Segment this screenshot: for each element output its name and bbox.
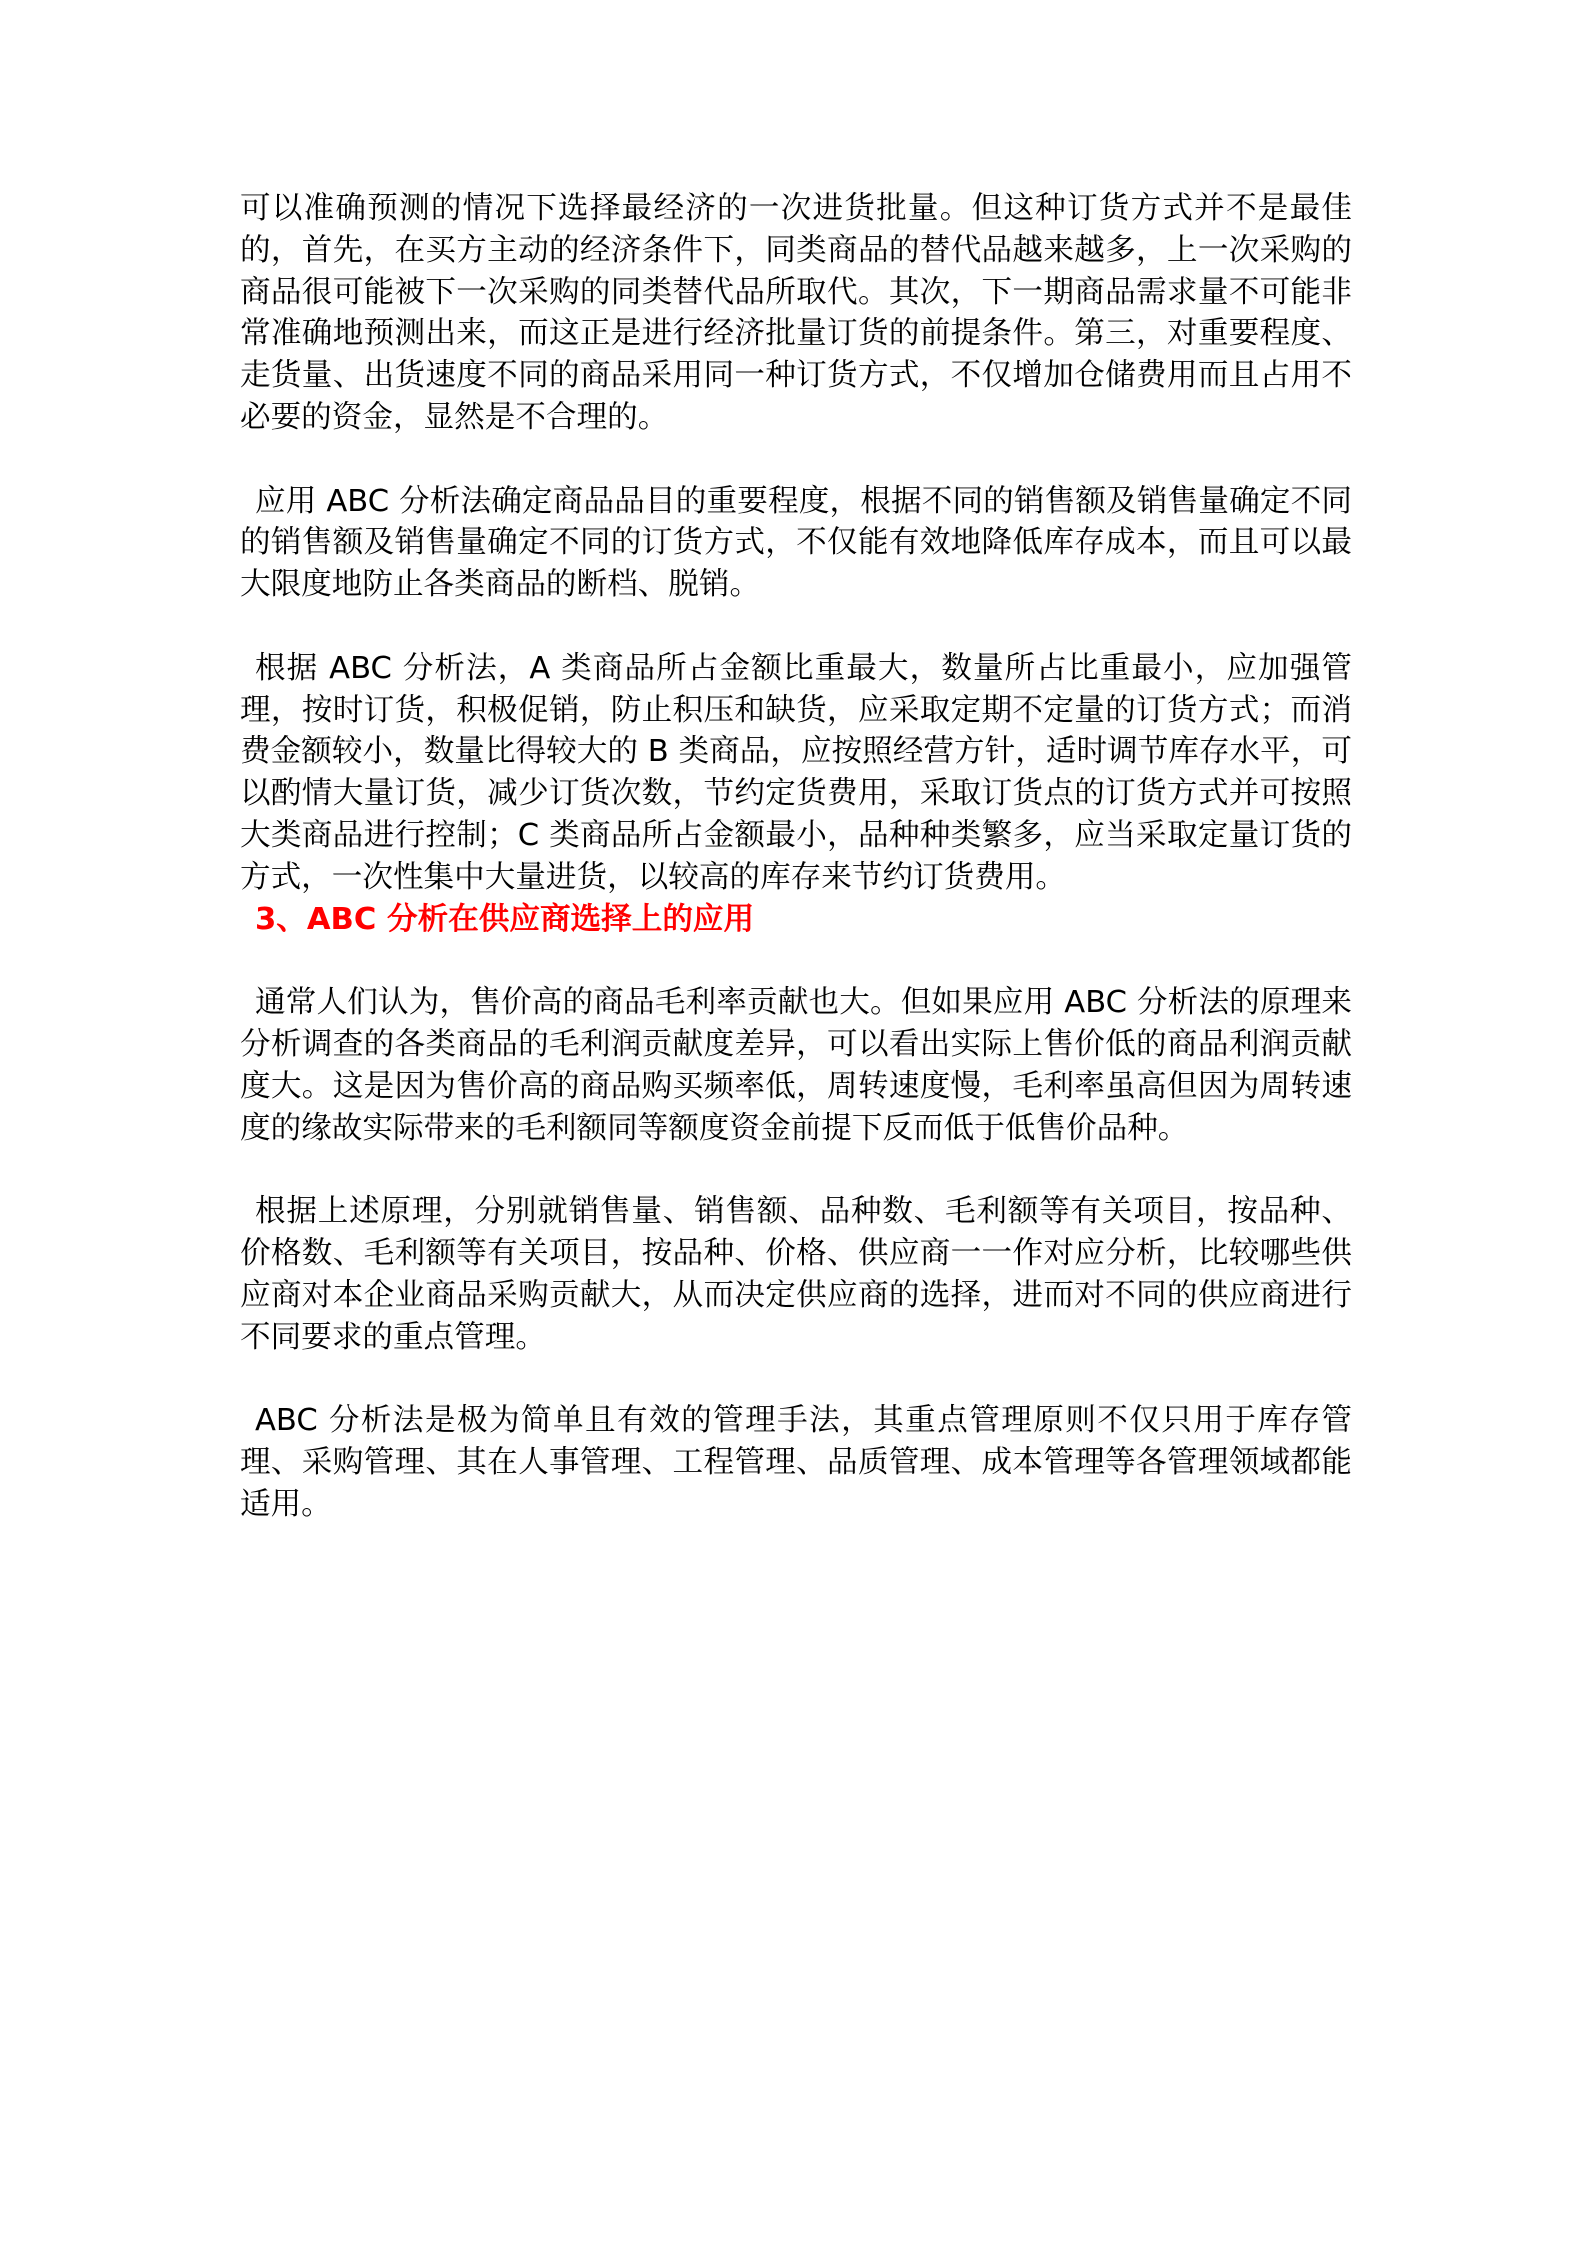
paragraph-abc-summary: ABC 分析法是极为简单且有效的管理手法，其重点管理原则不仅只用于库存管理、采购管理、其在人事管理、工程管理、品质管理、成本管理等各管理领域都能适用。 [240, 1403, 1352, 1522]
paragraph-profit-contribution: 通常人们认为，售价高的商品毛利率贡献也大。但如果应用 ABC 分析法的原理来分析调查的各类商品的毛利润贡献度差异，可以看出实际上售价低的商品利润贡献度大。这是因为售价高的商品购买频率低，周转速度慢，毛利率虽高但因为周转速度的缘故实际带来的毛利额同等额度资金前提下反而低于低售价品种。 [240, 985, 1352, 1146]
document-body [240, 188, 1352, 1526]
paragraph-abc-categories: 根据 ABC 分析法，A 类商品所占金额比重最大，数量所占比重最小，应加强管理，按时订货，积极促销，防止积压和缺货，应采取定期不定量的订货方式；而消费金额较小，数量比得较大的 B 类商品，应按照经营方针，适时调节库存水平，可以酌情大量订货，减少订货次数，节约定货费用，采取订货点的订货方式并可按照大类商品进行控制；C 类商品所占金额最小，品种种类繁多，应当采取定量订货的方式，一次性集中大量进货，以较高的库存来节约订货费用。 [240, 650, 1352, 895]
paragraph-economic-order: 可以准确预测的情况下选择最经济的一次进货批量。但这种订货方式并不是最佳的，首先，在买方主动的经济条件下，同类商品的替代品越来越多，上一次采购的商品很可能被下一次采购的同类替代品所取代。其次，下一期商品需求量不可能非常准确地预测出来，而这正是进行经济批量订货的前提条件。第三，对重要程度、走货量、出货速度不同的商品采用同一种订货方式，不仅增加仓储费用而且占用不必要的资金，显然是不合理的。 [240, 191, 1352, 435]
paragraph-supplier-analysis: 根据上述原理，分别就销售量、销售额、品种数、毛利额等有关项目，按品种、价格数、毛利额等有关项目，按品种、价格、供应商一一作对应分析，比较哪些供应商对本企业商品采购贡献大，从而决定供应商的选择，进而对不同的供应商进行不同要求的重点管理。 [240, 1194, 1352, 1355]
section-heading-supplier-selection: 3、ABC 分析在供应商选择上的应用 [255, 901, 755, 937]
paragraph-abc-importance: 应用 ABC 分析法确定商品品目的重要程度，根据不同的销售额及销售量确定不同的销售额及销售量确定不同的订货方式，不仅能有效地降低库存成本，而且可以最大限度地防止各类商品的断档、脱销。 [240, 483, 1352, 603]
